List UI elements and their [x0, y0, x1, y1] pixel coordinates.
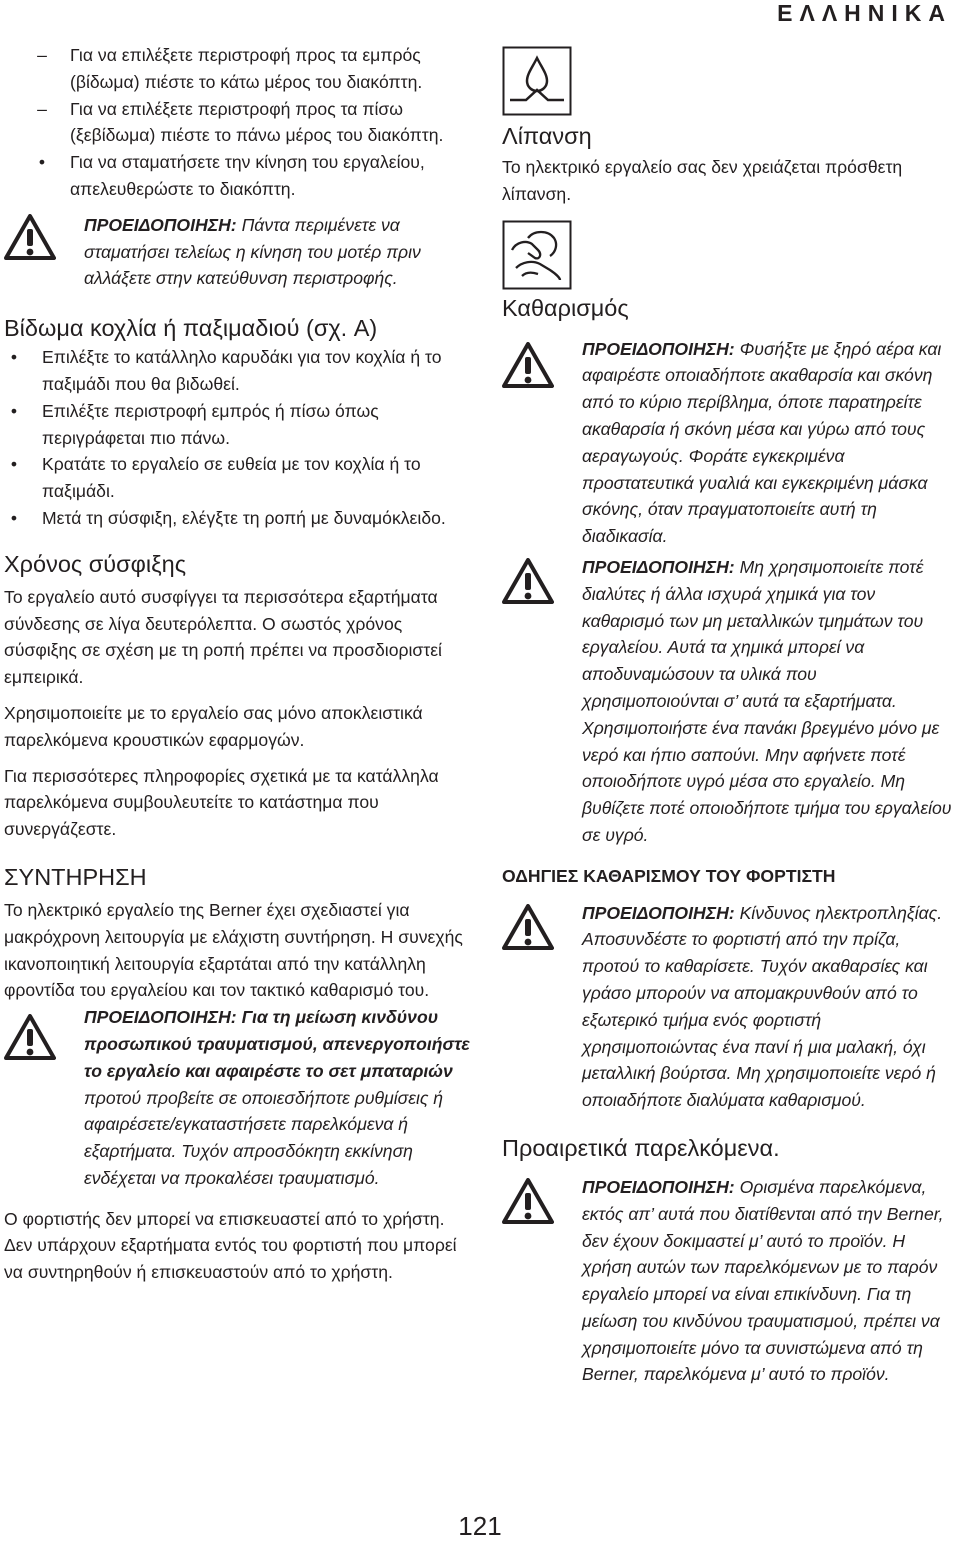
oil-drop-icon — [502, 46, 572, 116]
warning-text: Φυσήξτε με ξηρό αέρα και αφαιρέστε οποιαδήποτε ακαθαρσία και σκόνη από το κύριο περίβλημα, όποτε παρατηρείτε ακαθαρσία ή σκόνη μέσα και γύρω από τους αεραγωγούς. Φοράτε εγκεκριμένα προστατευτικά γυαλιά και εγκεκριμένη μάσκα σκόνης, όταν πραγματοποιείτε αυτή τη διαδικασία. — [582, 338, 942, 547]
page-language-header: ΕΛΛΗΝΙΚΑ — [777, 0, 952, 26]
warning-block — [4, 1004, 474, 1192]
list-item: – Για να επιλέξετε περιστροφή προς τα εμπρός (βίδωμα) πιέστε το κάτω μέρος του διακόπτη. — [37, 45, 423, 92]
paragraph: Για περισσότερες πληροφορίες σχετικά με τα κατάλληλα παρελκόμενα συμβουλευτείτε το κατάστημα που συνεργάζεστε. — [4, 765, 439, 840]
warning-text: Κίνδυνος ηλεκτροπληξίας. Αποσυνδέστε το φορτιστή από την πρίζα, προτού το καθαρίσετε. Τυχόν ακαθαρσίες και γράσο μπορούν να απομακρυνθούν από το εξωτερικό τμήμα ενός φορτιστή χρησιμοποιώντας ένα πανί ή μια μαλακή, όχι μεταλλική βούρτσα. Μη χρησιμοποιείτε νερό ή οποιαδήποτε διαλύματα καθαρισμού. — [582, 902, 943, 1111]
section-title: ΣΥΝΤΗΡΗΣΗ — [4, 863, 147, 890]
paragraph: Ο φορτιστής δεν μπορεί να επισκευαστεί από το χρήστη. Δεν υπάρχουν εξαρτήματα εντός του φορτιστή που μπορεί να συντηρηθούν ή επισκευαστούν από το χρήστη. — [4, 1208, 457, 1283]
warning-triangle-icon — [502, 342, 554, 388]
screwing-list — [4, 344, 474, 532]
page-number: 121 — [458, 1511, 502, 1541]
paragraph: Το ηλεκτρικό εργαλείο σας δεν χρειάζεται πρόσθετη λίπανση. — [502, 157, 903, 204]
warning-bold-text: Για τη μείωση κινδύνου προσωπικού τραυματισμού, απενεργοποιήστε το εργαλείο και αφαιρέστε το σετ μπαταριών — [84, 1007, 470, 1081]
warning-block — [502, 554, 952, 849]
paragraph: Το ηλεκτρικό εργαλείο της Berner έχει σχεδιαστεί για μακρόχρονη λειτουργία με ελάχιστη συντήρηση. Η συνεχής ικανοποιητική λειτουργία εξαρτάται από την κατάλληλη φροντίδα του εργαλείου και τον τακτικό καθαρισμό του. — [4, 899, 463, 1001]
warning-label: ΠΡΟΕΙΔΟΠΟΙΗΣΗ: — [84, 214, 237, 235]
warning-label: ΠΡΟΕΙΔΟΠΟΙΗΣΗ: — [582, 1176, 735, 1197]
section-title: Προαιρετικά παρελκόμενα. — [502, 1134, 780, 1161]
right-column — [502, 42, 952, 1388]
warning-triangle-icon — [4, 214, 56, 260]
warning-block — [502, 900, 952, 1114]
warning-text: Ορισμένα παρελκόμενα, εκτός απ’ αυτά που διατίθενται από την Berner, δεν έχουν δοκιμαστεί μ’ αυτό το προϊόν. Η χρήση αυτών των παρελκόμενων με το παρόν εργαλείο μπορεί να είναι επικίνδυνη. Για τη μείωση του κινδύνου τραυματισμού, πρέπει να χρησιμοποιείτε μόνο τα συνιστώμενα από τη Berner, παρελκόμενα μ’ αυτό το προϊόν. — [582, 1176, 944, 1385]
section-title: Καθαρισμός — [502, 294, 629, 321]
warning-triangle-icon — [502, 1178, 554, 1224]
subsection-title: ΟΔΗΓΙΕΣ ΚΑΘΑΡΙΣΜΟΥ ΤΟΥ ΦΟΡΤΙΣΤΗ — [502, 865, 836, 886]
list-item: • Μετά τη σύσφιξη, ελέγξτε τη ροπή με δυναμόκλειδο. — [10, 507, 446, 528]
list-item: • Επιλέξτε το κατάλληλο καρυδάκι για τον κοχλία ή το παξιμάδι που θα βιδωθεί. — [10, 347, 442, 394]
warning-label: ΠΡΟΕΙΔΟΠΟΙΗΣΗ: — [582, 902, 735, 923]
warning-text: Πάντα περιμένετε να σταματήσει τελείως η κίνηση του μοτέρ πριν αλλάξετε στην κατεύθυνση περιστροφής. — [84, 214, 421, 289]
paragraph: Το εργαλείο αυτό συσφίγγει τα περισσότερα εξαρτήματα σύνδεσης σε λίγα δευτερόλεπτα. Ο σωστός χρόνος σύσφιξης σε σχέση με τη ροπή πρέπει να προσδιοριστεί εμπειρικά. — [4, 586, 442, 688]
warning-block — [4, 212, 474, 292]
warning-triangle-icon — [502, 558, 554, 604]
warning-block — [502, 336, 952, 550]
list-item: • Για να σταματήσετε την κίνηση του εργαλείου, απελευθερώστε το διακόπτη. — [38, 152, 425, 199]
warning-label: ΠΡΟΕΙΔΟΠΟΙΗΣΗ: — [582, 338, 735, 359]
cleaning-hand-icon — [502, 220, 572, 290]
section-title: Λίπανση — [502, 123, 592, 149]
warning-block — [502, 1174, 952, 1388]
list-item: – Για να επιλέξετε περιστροφή προς τα πίσω (ξεβίδωμα) πιέστε το πάνω μέρος του διακόπτη. — [37, 98, 444, 146]
warning-triangle-icon — [502, 904, 554, 950]
warning-label: ΠΡΟΕΙΔΟΠΟΙΗΣΗ: — [84, 1007, 237, 1028]
section-title: Χρόνος σύσφιξης — [4, 550, 187, 577]
warning-text: Μη χρησιμοποιείτε ποτέ διαλύτες ή άλλα ισχυρά χημικά για τον καθαρισμό των μη μεταλλικών τμημάτων του εργαλείου. Αυτά τα χημικά μπορεί να αποδυναμώσουν τα υλικά που χρησιμοποιούνται σ’ αυτά τα εξαρτήματα. Χρησιμοποιήστε ένα πανάκι βρεγμένο μόνο με νερό και ήπιο σαπούνι. Μην αφήνετε ποτέ οποιοδήποτε υγρό μέσα στο εργαλείο. Μη βυθίζετε ποτέ οποιοδήποτε τμήμα του εργαλείου σε υγρό. — [582, 556, 952, 845]
warning-text: προτού προβείτε σε οποιεσδήποτε ρυθμίσεις ή αφαιρέσετε/εγκαταστήσετε παρελκόμενα ή εξαρτήματα. Τυχόν απροσδόκητη εκκίνηση ενδέχεται να προκαλέσει τραυματισμό. — [84, 1087, 444, 1188]
paragraph: Χρησιμοποιείτε με το εργαλείο σας μόνο αποκλειστικά παρελκόμενα κρουστικών εφαρμογών. — [4, 702, 423, 750]
warning-label: ΠΡΟΕΙΔΟΠΟΙΗΣΗ: — [582, 556, 735, 577]
left-column — [4, 42, 474, 1286]
section-title: Βίδωμα κοχλία ή παξιμαδιού (σχ. A) — [4, 315, 378, 342]
list-item: • Κρατάτε το εργαλείο σε ευθεία με τον κοχλία ή το παξιμάδι. — [10, 454, 421, 502]
warning-triangle-icon — [4, 1014, 56, 1060]
direction-list — [4, 42, 474, 203]
list-item: • Επιλέξτε περιστροφή εμπρός ή πίσω όπως περιγράφεται πιο πάνω. — [10, 400, 379, 448]
